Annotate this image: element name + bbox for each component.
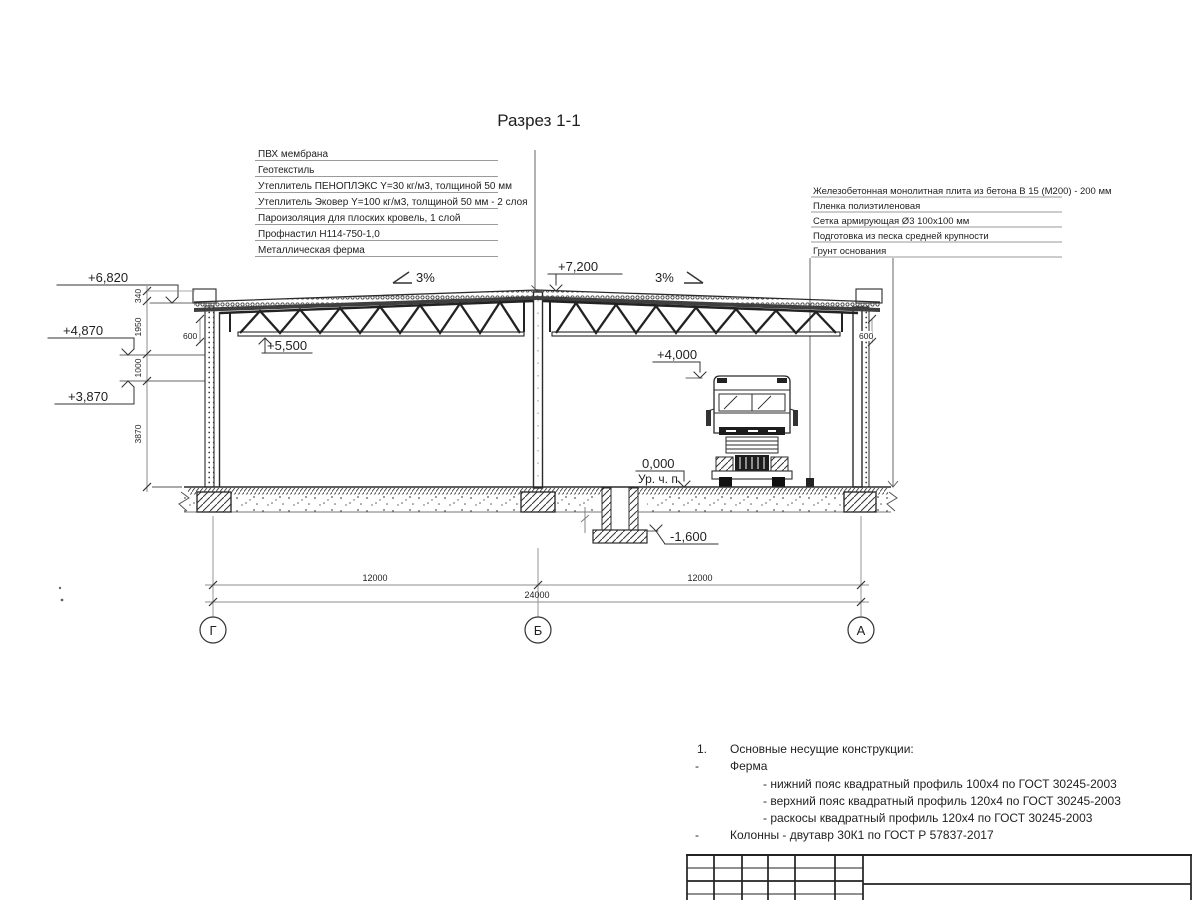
floor-callout-leader-foot xyxy=(806,478,814,487)
truck-mirror-left xyxy=(706,410,711,426)
grid-axes xyxy=(200,617,874,643)
callout-row: Грунт основания xyxy=(813,246,887,257)
note-number: 1. xyxy=(697,742,708,756)
svg-text:+3,870: +3,870 xyxy=(68,389,109,404)
floor-callout-list xyxy=(806,186,1112,487)
title-block xyxy=(686,855,1192,900)
callout-row: Утеплитель Эковер Y=100 кг/м3, толщиной 50 мм - 2 слоя xyxy=(258,197,528,208)
elevation-mark-eave xyxy=(57,285,196,303)
axis-label-g: Г xyxy=(209,623,217,638)
truck xyxy=(706,376,798,487)
truck-roof-mark-right xyxy=(777,378,787,383)
roof-callout-leader xyxy=(532,150,539,292)
callout-row: Профнастил Н114-750-1,0 xyxy=(258,229,380,240)
svg-text:+4,870: +4,870 xyxy=(63,323,104,338)
floor-break-right xyxy=(887,492,897,511)
truck-bumper-left xyxy=(716,457,733,471)
note-item: Колонны - двутавр 30К1 по ГОСТ Р 57837-2017 xyxy=(730,828,994,842)
elevation-mark-support xyxy=(48,338,205,355)
svg-text:+5,500: +5,500 xyxy=(267,338,308,353)
note-heading: Основные несущие конструкции: xyxy=(730,742,914,756)
axis-label-b: Б xyxy=(533,623,543,638)
axis-label-a: А xyxy=(856,623,866,638)
note-item: Ферма xyxy=(730,759,768,773)
dim-total: 24000 xyxy=(524,590,550,600)
roof-callout-list xyxy=(255,148,539,292)
dim-span1: 12000 xyxy=(362,573,388,583)
elevation-mark-clearance xyxy=(653,362,706,378)
dim-span2: 12000 xyxy=(687,573,713,583)
truck-wheel-left xyxy=(719,477,732,487)
wall-axis-g xyxy=(205,306,214,487)
bottom-dimensions xyxy=(205,516,869,617)
truck-bumper-right xyxy=(771,457,788,471)
note-bullet: - xyxy=(695,828,699,842)
dim-600-left xyxy=(182,315,204,346)
callout-row: Сетка армирующая Ø3 100х100 мм xyxy=(813,216,970,227)
truck-roof-mark-left xyxy=(717,378,727,383)
truck-wheel-right xyxy=(772,477,785,487)
callout-row: Подготовка из песка средней крупности xyxy=(813,231,989,242)
slope-marks xyxy=(393,270,703,285)
page-title: Разрез 1-1 xyxy=(497,111,581,130)
callout-row: Геотекстиль xyxy=(258,165,315,176)
callout-row: Пароизоляция для плоских кровель, 1 слой xyxy=(258,213,461,224)
callout-row: Металлическая ферма xyxy=(258,245,365,256)
svg-text:+6,820: +6,820 xyxy=(88,270,129,285)
column-axis-b xyxy=(534,292,543,488)
note-bullet: - xyxy=(695,759,699,773)
callout-row: ПВХ мембрана xyxy=(258,149,328,160)
truck-mirror-right xyxy=(793,410,798,426)
floor-note: Ур. ч. п. xyxy=(638,472,682,486)
dim-340: 340 xyxy=(133,288,143,304)
svg-text:600: 600 xyxy=(183,331,198,341)
dim-1950: 1950 xyxy=(133,317,143,337)
svg-text:+7,200: +7,200 xyxy=(558,259,599,274)
svg-text:600: 600 xyxy=(859,331,874,341)
note-subitem: - верхний пояс квадратный профиль 120х4 по ГОСТ 30245-2003 xyxy=(763,794,1121,808)
callout-row: Пленка полиэтиленовая xyxy=(813,201,921,212)
notes-block xyxy=(695,742,1121,842)
note-subitem: - нижний пояс квадратный профиль 100х4 по ГОСТ 30245-2003 xyxy=(763,777,1117,791)
dim-1000: 1000 xyxy=(133,358,143,378)
dim-3870: 3870 xyxy=(133,424,143,444)
svg-text:+4,000: +4,000 xyxy=(657,347,698,362)
svg-text:3%: 3% xyxy=(655,270,674,285)
note-subitem: - раскосы квадратный профиль 120х4 по ГОСТ 30245-2003 xyxy=(763,811,1093,825)
elevation-mark-ridge xyxy=(548,274,622,291)
callout-row: Железобетонная монолитная плита из бетона В 15 (М200) - 200 мм xyxy=(813,186,1112,197)
callout-row: Утеплитель ПЕНОПЛЭКС Y=30 кг/м3, толщиной 50 мм xyxy=(258,181,513,192)
vertical-dim-chain xyxy=(133,286,198,492)
artifact-dot xyxy=(61,599,64,602)
slope-icon-left xyxy=(393,272,412,283)
slope-icon-right xyxy=(684,272,703,283)
svg-text:0,000: 0,000 xyxy=(642,456,675,471)
svg-text:-1,600: -1,600 xyxy=(670,529,707,544)
svg-text:3%: 3% xyxy=(416,270,435,285)
artifact-dot xyxy=(59,587,61,589)
